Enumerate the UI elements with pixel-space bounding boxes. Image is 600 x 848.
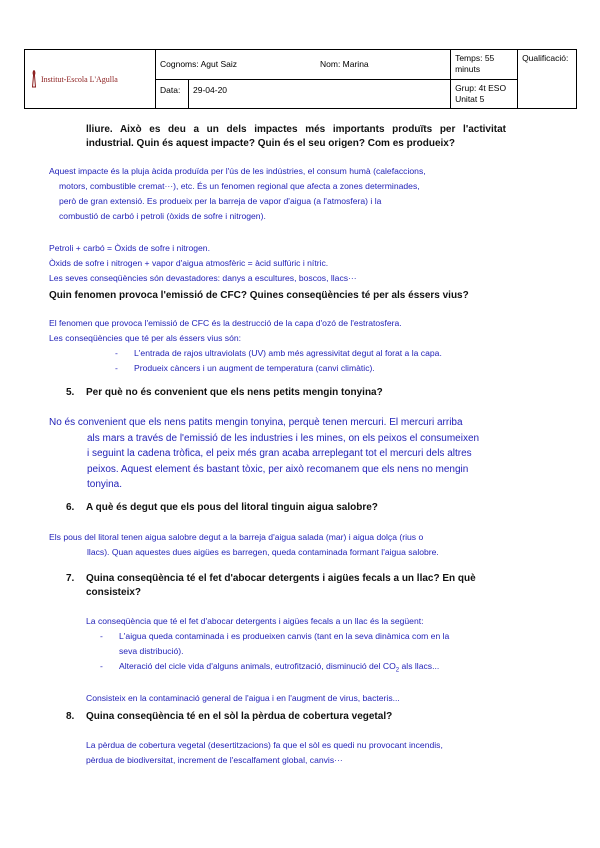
list-item: - L'entrada de rajos ultraviolats (UV) amb més agressivitat degut al forat a la capa. (101, 346, 519, 361)
answer-intro (49, 164, 514, 286)
answer-6-line: llacs). Quan aquestes dues aigües es barregen, queda contaminada formant l'aigua salobre. (87, 547, 439, 557)
school-logo (29, 69, 151, 89)
data-label-cell (156, 79, 189, 109)
nom: Nom: Marina (320, 59, 369, 69)
list-item-text: L'aigua queda contaminada i es produeixen canvis (tant en la seva dinàmica com en la (119, 631, 450, 641)
answer-8-line: La pèrdua de cobertura vegetal (desertitzacions) fa que el sòl es quedi nu provocant incendis, (86, 740, 443, 750)
question-text: Per què no és convenient que els nens petits mengin tonyina? (86, 387, 383, 398)
answer-cfc-list (101, 346, 519, 376)
answer-8 (86, 738, 526, 768)
answer-cfc-line: El fenomen que provoca l'emissió de CFC és la destrucció de la capa d'ozó de l'estratosfera. (49, 318, 402, 328)
answer-5-line: No és convenient que els nens patits mengin tonyina, perquè tenen mercuri. El mercuri arriba (49, 417, 463, 428)
question-intro (86, 123, 506, 151)
answer-6-line: Els pous del litoral tenen aigua salobre degut a la barreja d'aigua salada (mar) i aigua dolça (rius o (49, 532, 424, 542)
answer-7-consisteix: Consisteix en la contaminació general de l'aigua i en l'augment de virus, bacteris... (86, 692, 400, 703)
qualificacio-cell (518, 50, 577, 109)
data-label: Data: (160, 84, 181, 95)
grup-cell (451, 79, 518, 109)
answer-7-intro: La conseqüència que té el fet d'abocar detergents i aigües fecals a un llac és la següent: (86, 616, 424, 626)
question-6 (66, 501, 516, 515)
question-5 (66, 386, 516, 400)
question-number: 6. (66, 502, 75, 513)
question-text: Quina conseqüència té en el sòl la pèrdua de cobertura vegetal? (86, 711, 393, 722)
answer-cfc-line: Les conseqüències que té per als éssers vius són: (49, 333, 242, 343)
temps-line2: minuts (455, 64, 481, 74)
answer-5-line: i seguint la cadena tròfica, el peix més gran acaba arreplegant tot el mercuri dels altres (87, 448, 472, 459)
list-item (86, 659, 526, 679)
question-text: Quina conseqüència té el fet d'abocar detergents i aigües fecals a un llac? En què (86, 573, 476, 584)
list-item: - Produeix càncers i un augment de temperatura (canvi climàtic). (101, 361, 519, 376)
answer-5 (49, 415, 519, 493)
list-item (86, 629, 526, 659)
answer-6 (49, 530, 519, 560)
unitat: Unitat 5 (455, 93, 485, 104)
answer-intro-line: Les seves conseqüències són devastadores: danys a escultures, boscos, llacs··· (49, 273, 357, 283)
list-item-text: seva distribució). (119, 646, 184, 656)
answer-5-line: tonyina. (87, 479, 123, 490)
temps-line1: Temps: 55 (455, 53, 495, 63)
subscript: 2 (395, 667, 400, 674)
question-intro-line1: lliure. Això es deu a un dels impactes més importants produïts per l'activitat (86, 124, 506, 135)
answer-intro-line: motors, combustible cremat···), etc. És un fenomen regional que afecta a zones determinades, (59, 181, 420, 191)
logo-cell (25, 50, 156, 109)
question-number: 5. (66, 387, 75, 398)
header-table (24, 49, 577, 109)
question-cfc: Quin fenomen provoca l'emissió de CFC? Quines conseqüències té per als éssers vius? (49, 290, 469, 301)
answer-intro-line: però de gran extensió. Es produeix per la barreja de vapor d'aigua (a l'atmosfera) i la (59, 196, 382, 206)
answer-intro-line: combustió de carbó i petroli (òxids de sofre i nitrogen). (59, 211, 266, 221)
temps-cell (451, 50, 518, 80)
data-value: 29-04-20 (193, 84, 228, 95)
question-intro-line2: industrial. Quin és aquest impacte? Quin és el seu origen? Com es produeix? (86, 138, 455, 149)
grup: Grup: 4t ESO (455, 82, 507, 93)
question-number: 8. (66, 711, 75, 722)
answer-7-list (86, 629, 526, 679)
answer-intro-line: Petroli + carbó = Òxids de sofre i nitrogen. (49, 243, 210, 253)
school-name: Institut-Escola L'Agulla (41, 74, 118, 84)
qualificacio-label: Qualificació: (522, 53, 569, 63)
data-value-cell (189, 79, 451, 109)
answer-7 (86, 614, 526, 706)
answer-cfc (49, 316, 519, 376)
question-text: A què és degut que els pous del litoral tinguin aigua salobre? (86, 502, 378, 513)
answer-intro-line: Aquest impacte és la pluja àcida produïda per l'ús de les indústries, el consum humà (calefaccions, (49, 166, 426, 176)
answer-intro-line: Òxids de sofre i nitrogen + vapor d'aigua atmosfèric = àcid sulfúric i nítric. (49, 258, 329, 268)
list-item-text: als llacs... (399, 661, 440, 671)
needle-icon (29, 69, 39, 89)
question-7 (66, 572, 526, 600)
list-item-text: Alteració del cicle vida d'alguns animals, eutrofització, disminució del CO (119, 661, 396, 671)
cognoms-cell (156, 50, 451, 80)
cognoms: Cognoms: Agut Saiz (160, 59, 238, 69)
answer-8-line: pèrdua de biodiversitat, increment de l'escalfament global, canvis··· (86, 755, 343, 765)
answer-5-line: peixos. Aquest element és bastant tòxic, per això recomanem que els nens no mengin (87, 463, 469, 475)
question-8 (66, 710, 516, 724)
question-number: 7. (66, 573, 75, 584)
answer-5-line: als mars a través de l'emissió de les industries i les mines, on els peixos el consumeixen (87, 432, 480, 444)
question-text: consisteix? (86, 587, 142, 598)
